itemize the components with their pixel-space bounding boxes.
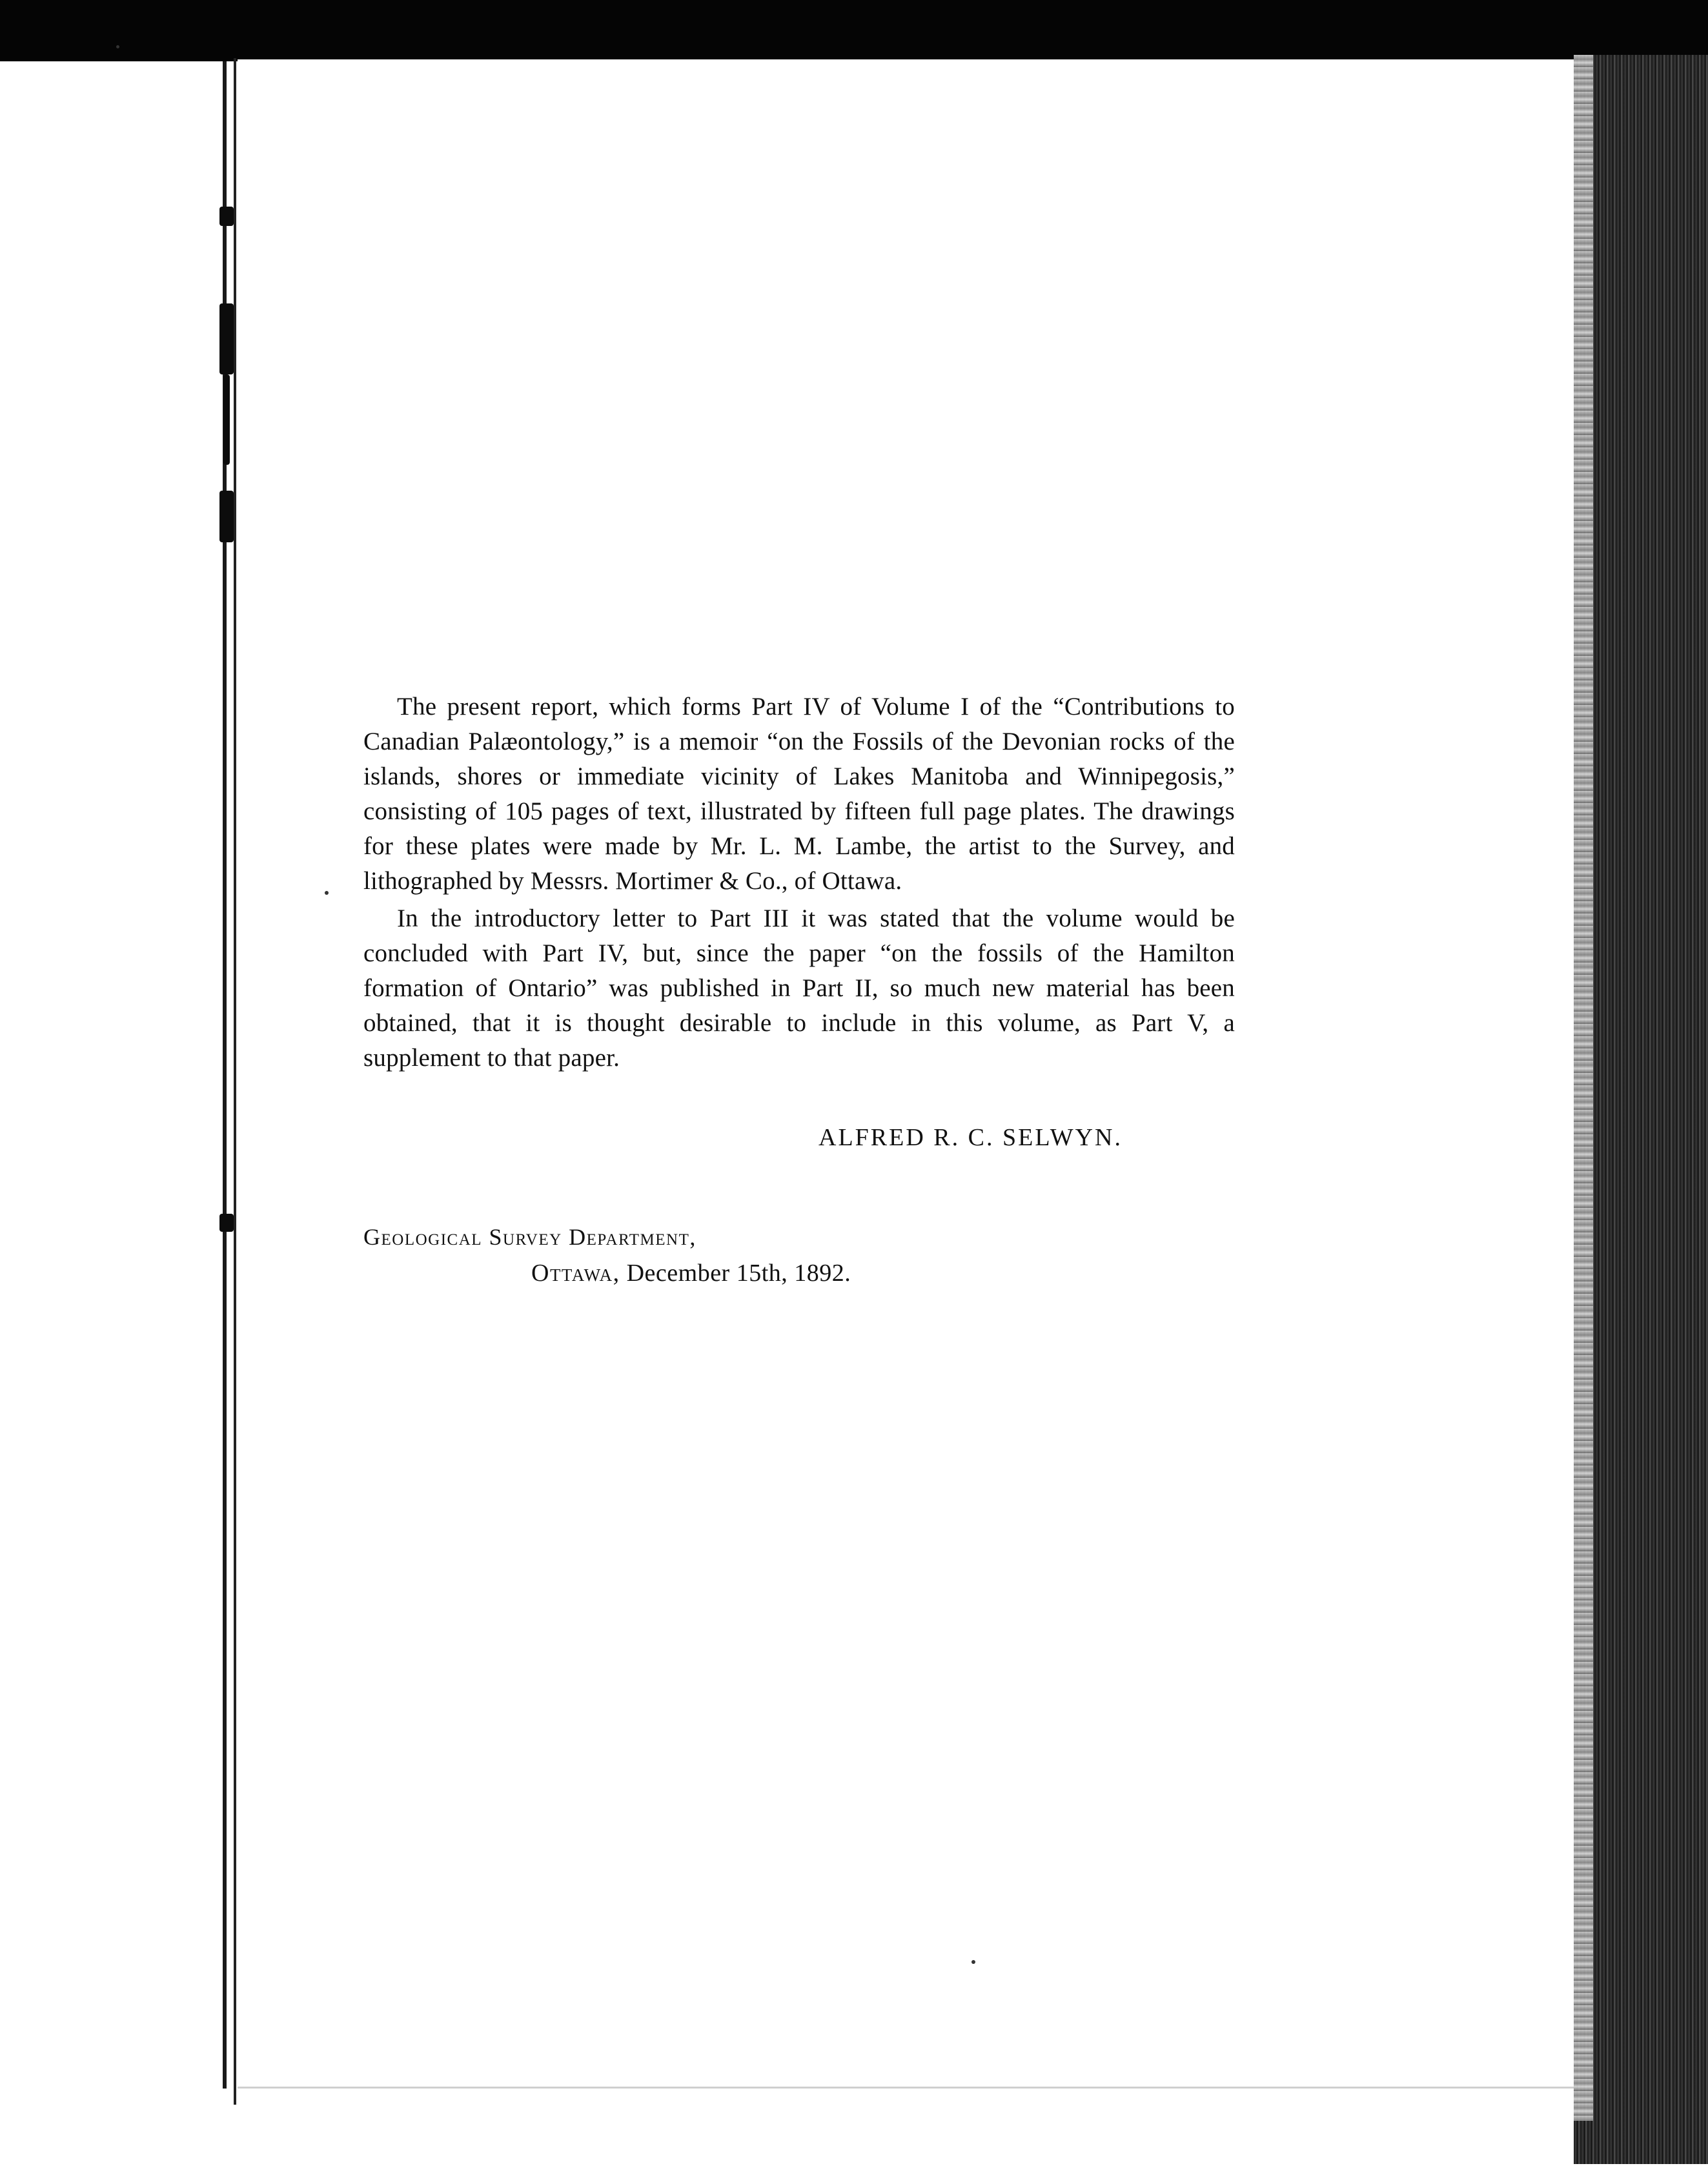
scan-background-top xyxy=(0,0,1708,61)
letter-paragraph-2: In the introductory letter to Part III it was stated that the volume would be concluded with Part IV, but, since the paper “on the fossils of the Hamilton formation of Ontario” was published in Part II, so much new material has been obtained, that it is thought desirable to include in this volume, as Part V, a supplement to that paper. xyxy=(363,904,1235,1072)
dateline-place-date xyxy=(531,1259,851,1287)
facing-page-edge xyxy=(0,61,223,2164)
dateline-place: Ottawa, xyxy=(531,1260,620,1287)
letter-signature: ALFRED R. C. SELWYN. xyxy=(818,1124,1123,1151)
scan-speck xyxy=(325,891,329,895)
binding-thread-mark xyxy=(219,207,234,226)
binding-thread-mark xyxy=(219,303,234,374)
binding-thread-mark xyxy=(223,374,230,465)
introductory-letter xyxy=(363,690,1235,1076)
dateline-organization: Geological Survey Department, xyxy=(363,1224,696,1250)
book-fore-edge xyxy=(1574,55,1708,2164)
binding-thread-mark xyxy=(219,491,234,542)
binding-gutter-shadow xyxy=(234,58,236,2105)
page-bottom-margin xyxy=(238,2087,1574,2166)
letter-paragraph-1: The present report, which forms Part IV of Volume I of the “Contributions to Canadian Palæontology,” is a memoir “on the Fossils of the Devonian rocks of the islands, shores or immediate vicinity of Lakes Manitoba and Winnipegosis,” consisting of 105 pages of text, illustrated by fifteen full page plates. The drawings for these plates were made by Mr. L. M. Lambe, the artist to the Survey, and lithographed by Messrs. Mortimer & Co., of Ottawa. xyxy=(363,693,1235,895)
scan-speck xyxy=(971,1960,975,1964)
scan-speck xyxy=(116,45,119,48)
book-fore-edge-highlight xyxy=(1574,55,1593,2121)
dateline-date: December 15th, 1892. xyxy=(626,1260,851,1287)
binding-thread-mark xyxy=(219,1214,234,1232)
